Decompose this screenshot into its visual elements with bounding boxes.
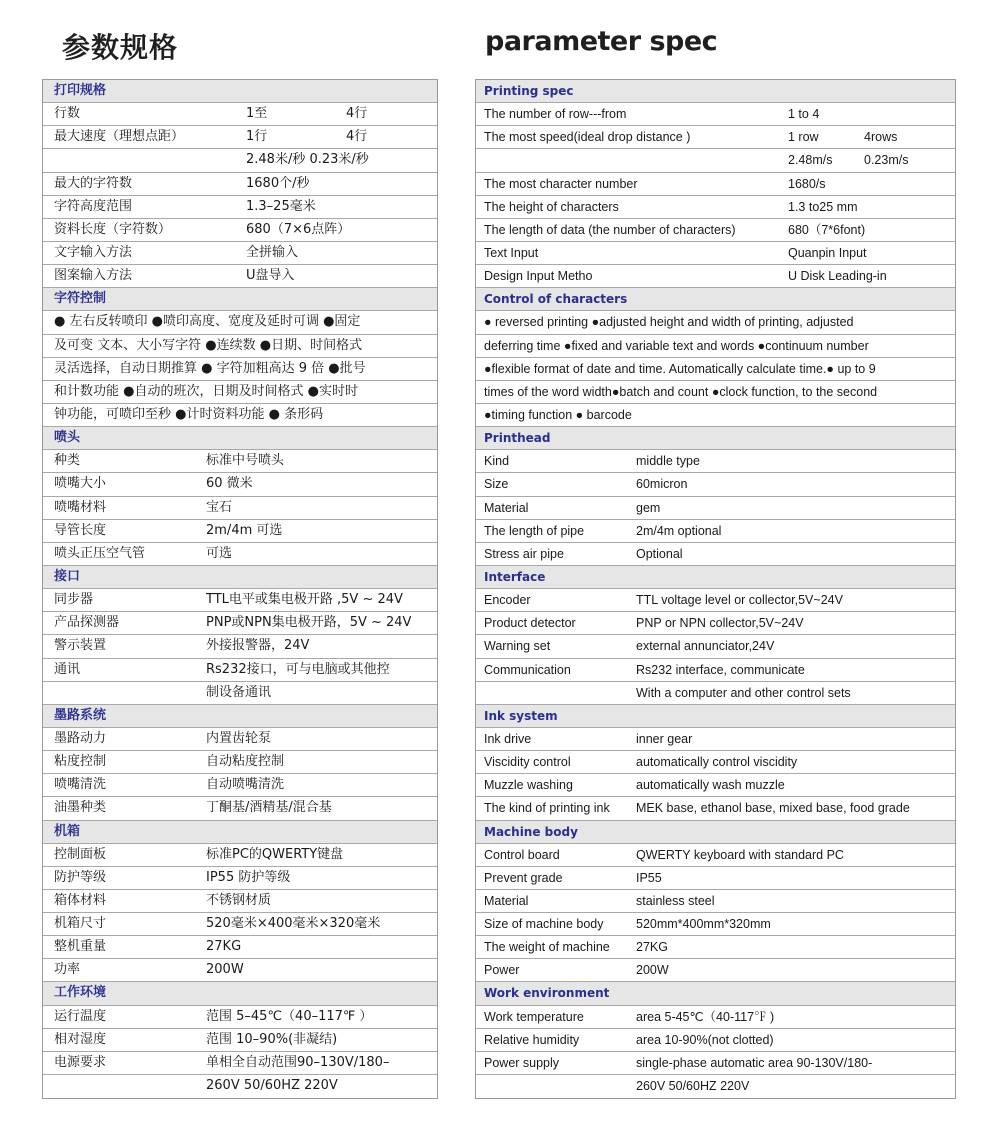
spec-value: middle type (636, 454, 700, 469)
spec-value: 200W (206, 962, 244, 978)
spec-value: With a computer and other control sets (636, 685, 851, 700)
spec-value: 4行 (346, 106, 368, 122)
spec-row (43, 890, 437, 913)
section-title: 接口 (54, 568, 81, 584)
spec-label: Muzzle washing (484, 778, 573, 793)
spec-row (476, 543, 955, 566)
section-header (43, 821, 437, 844)
spec-value: 丁酮基/酒精基/混合基 (206, 800, 332, 816)
spec-label: 油墨种类 (54, 800, 107, 816)
section-title: 机箱 (54, 823, 81, 839)
section-title: Work environment (484, 986, 610, 1001)
feature-text: ●flexible format of date and time. Automatically calculate time.● up to 9 (484, 361, 876, 376)
spec-row (476, 450, 955, 473)
spec-value: 单相全自动范围90–130V/180– (206, 1054, 390, 1070)
spec-label: The number of row---from (484, 107, 627, 122)
feature-line (476, 311, 955, 334)
spec-label: 电源要求 (54, 1054, 107, 1070)
spec-row (476, 103, 955, 126)
feature-line (43, 404, 437, 427)
spec-row (476, 1029, 955, 1052)
spec-label: 整机重量 (54, 939, 107, 955)
section-header (476, 566, 955, 589)
spec-row (43, 473, 437, 496)
spec-row (43, 612, 437, 635)
spec-label: 机箱尺寸 (54, 916, 107, 932)
spec-row (476, 520, 955, 543)
spec-label: Size of machine body (484, 917, 604, 932)
spec-value: gem (636, 500, 661, 515)
section-title: Interface (484, 569, 546, 584)
spec-value: 范围 10–90%(非凝结) (206, 1031, 338, 1047)
spec-value: U盘导入 (246, 268, 295, 284)
section-header (476, 80, 955, 103)
section-header (43, 288, 437, 311)
spec-row (476, 242, 955, 265)
feature-text: times of the word width●batch and count ●clock function, to the second (484, 384, 878, 399)
spec-label: The height of characters (484, 199, 619, 214)
spec-label: 运行温度 (54, 1008, 107, 1024)
spec-value: 200W (636, 963, 669, 978)
spec-value: 260V 50/60HZ 220V (636, 1079, 750, 1094)
spec-label: Power (484, 963, 520, 978)
spec-row (476, 913, 955, 936)
section-header (476, 982, 955, 1005)
spec-value: external annunciator,24V (636, 639, 775, 654)
spec-row (43, 103, 437, 126)
spec-label: Warning set (484, 639, 551, 654)
feature-text: 灵活选择，自动日期推算 ● 字符加粗高达 9 倍 ●批号 (54, 360, 366, 376)
spec-value: IP55 防护等级 (206, 869, 291, 885)
spec-value: 2.48米/秒 0.23米/秒 (246, 152, 369, 168)
spec-value: 60 微米 (206, 476, 253, 492)
spec-value: 60micron (636, 477, 688, 492)
spec-row (476, 936, 955, 959)
spec-label: 警示装置 (54, 638, 107, 654)
feature-line (476, 335, 955, 358)
spec-row (476, 774, 955, 797)
feature-text: ●timing function ● barcode (484, 407, 632, 422)
spec-label: 文字输入方法 (54, 244, 133, 260)
spec-label: The most character number (484, 176, 638, 191)
spec-row (476, 959, 955, 982)
spec-label: Work temperature (484, 1009, 584, 1024)
spec-row (43, 1052, 437, 1075)
section-title: Ink system (484, 708, 558, 723)
spec-row (476, 219, 955, 242)
spec-label: 资料长度（字符数） (54, 221, 172, 237)
spec-value: 2m/4m 可选 (206, 522, 283, 538)
spec-label: Viscidity control (484, 755, 571, 770)
spec-row (43, 844, 437, 867)
section-header (476, 821, 955, 844)
spec-row (43, 219, 437, 242)
spec-row (43, 797, 437, 820)
feature-text: ● reversed printing ●adjusted height and width of printing, adjusted (484, 315, 854, 330)
section-header (43, 427, 437, 450)
spec-value: inner gear (636, 731, 693, 746)
spec-label: 墨路动力 (54, 730, 107, 746)
spec-value: 不锈钢材质 (206, 892, 272, 908)
spec-value: 内置齿轮泵 (206, 730, 272, 746)
spec-label: Power supply (484, 1055, 560, 1070)
spec-value: Rs232 interface, communicate (636, 662, 805, 677)
feature-line (43, 381, 437, 404)
spec-value: 520毫米×400毫米×320毫米 (206, 916, 381, 932)
section-title: 字符控制 (54, 291, 107, 307)
section-title: Machine body (484, 824, 578, 839)
spec-row (476, 890, 955, 913)
section-header (476, 288, 955, 311)
spec-value: single-phase automatic area 90-130V/180- (636, 1055, 873, 1070)
spec-value: 2m/4m optional (636, 523, 722, 538)
spec-label: Product detector (484, 616, 576, 631)
feature-line (43, 358, 437, 381)
spec-row (476, 497, 955, 520)
section-header (43, 80, 437, 103)
spec-value: PNP or NPN collector,5V~24V (636, 616, 804, 631)
spec-row (476, 751, 955, 774)
feature-text: ● 左右反转喷印 ●喷印高度、宽度及延时可调 ●固定 (54, 314, 361, 330)
feature-text: 和计数功能 ●自动的班次，日期及时间格式 ●实时时 (54, 383, 358, 399)
spec-value: TTL voltage level or collector,5V~24V (636, 593, 843, 608)
spec-value: 宝石 (206, 499, 233, 515)
spec-label: 功率 (54, 962, 81, 978)
spec-label: Relative humidity (484, 1032, 580, 1047)
spec-row (43, 589, 437, 612)
spec-row (476, 867, 955, 890)
spec-value: 520mm*400mm*320mm (636, 917, 771, 932)
spec-value: 1 to 4 (788, 107, 820, 122)
spec-value: 范围 5–45℃（40–117℉ ） (206, 1008, 373, 1024)
section-header (43, 566, 437, 589)
spec-row (476, 635, 955, 658)
spec-row (476, 265, 955, 288)
spec-label: 喷头正压空气管 (54, 545, 146, 561)
feature-line (476, 404, 955, 427)
spec-row (43, 149, 437, 172)
spec-value: 自动喷嘴清洗 (206, 777, 285, 793)
spec-row (43, 936, 437, 959)
spec-row (476, 1052, 955, 1075)
spec-label: 同步器 (54, 592, 94, 608)
section-header (43, 705, 437, 728)
spec-value: PNP或NPN集电极开路，5V ~ 24V (206, 615, 412, 631)
spec-row (476, 196, 955, 219)
spec-row (476, 682, 955, 705)
spec-label: 最大的字符数 (54, 175, 133, 191)
spec-row (43, 867, 437, 890)
spec-row (476, 589, 955, 612)
feature-line (476, 358, 955, 381)
spec-label: 种类 (54, 453, 81, 469)
spec-value: 1至 (246, 106, 268, 122)
spec-value: MEK base, ethanol base, mixed base, food grade (636, 801, 910, 816)
spec-value: 1行 (246, 129, 268, 145)
spec-value: 1680个/秒 (246, 175, 310, 191)
spec-row (43, 1029, 437, 1052)
spec-label: 图案输入方法 (54, 268, 133, 284)
section-title: Printhead (484, 431, 551, 446)
section-header (476, 427, 955, 450)
spec-table-english (475, 79, 956, 1099)
spec-value: 680（7*6font) (788, 222, 866, 237)
spec-value: 4rows (864, 130, 898, 145)
spec-label: Control board (484, 847, 560, 862)
section-title: Printing spec (484, 84, 574, 98)
section-title: 墨路系统 (54, 707, 107, 723)
feature-text: deferring time ●fixed and variable text and words ●continuum number (484, 338, 869, 353)
spec-value: 0.23m/s (864, 153, 909, 168)
spec-label: 产品探测器 (54, 615, 120, 631)
spec-value: area 10-90%(not clotted) (636, 1032, 774, 1047)
spec-label: Size (484, 477, 509, 492)
spec-label: 通讯 (54, 661, 81, 677)
spec-row (43, 682, 437, 705)
spec-row (43, 774, 437, 797)
feature-line (43, 335, 437, 358)
spec-label: 行数 (54, 106, 81, 122)
spec-value: 2.48m/s (788, 153, 833, 168)
spec-row (476, 797, 955, 820)
spec-label: Prevent grade (484, 870, 563, 885)
spec-label: The most speed(ideal drop distance ) (484, 130, 691, 145)
section-title: 工作环境 (54, 985, 107, 1001)
spec-value: 1 row (788, 130, 819, 145)
section-title: 喷头 (54, 430, 81, 446)
spec-value: 全拼输入 (246, 244, 299, 260)
spec-value: IP55 (636, 870, 662, 885)
spec-label: Design Input Metho (484, 269, 593, 284)
page-title-chinese: 参数规格 (62, 31, 179, 64)
spec-row (43, 497, 437, 520)
feature-line (43, 311, 437, 334)
spec-row (43, 659, 437, 682)
spec-label: Stress air pipe (484, 546, 564, 561)
section-title: Control of characters (484, 292, 628, 307)
spec-row (476, 173, 955, 196)
spec-row (43, 126, 437, 149)
spec-label: 导管长度 (54, 522, 107, 538)
spec-value: 可选 (206, 545, 233, 561)
spec-row (476, 1006, 955, 1029)
spec-row (476, 659, 955, 682)
spec-label: Communication (484, 662, 571, 677)
spec-value: Quanpin Input (788, 245, 867, 260)
spec-value: 27KG (206, 939, 242, 955)
spec-value: stainless steel (636, 893, 715, 908)
feature-line (476, 381, 955, 404)
spec-value: automatically wash muzzle (636, 778, 785, 793)
spec-label: Material (484, 500, 529, 515)
spec-row (43, 242, 437, 265)
spec-row (476, 728, 955, 751)
spec-label: 防护等级 (54, 869, 107, 885)
spec-label: 相对湿度 (54, 1031, 107, 1047)
spec-label: The kind of printing ink (484, 801, 610, 816)
spec-row (43, 728, 437, 751)
spec-value: Optional (636, 546, 683, 561)
spec-value: Rs232接口，可与电脑或其他控 (206, 661, 390, 677)
spec-row (43, 635, 437, 658)
spec-label: 粘度控制 (54, 754, 107, 770)
spec-row (476, 473, 955, 496)
spec-label: Encoder (484, 593, 531, 608)
spec-value: 680（7×6点阵） (246, 221, 351, 237)
spec-value: 1.3 to25 mm (788, 199, 858, 214)
spec-label: Text Input (484, 245, 539, 260)
page-title-english: parameter spec (485, 26, 718, 57)
spec-row (43, 1006, 437, 1029)
spec-value: 27KG (636, 940, 668, 955)
section-header (43, 982, 437, 1005)
feature-text: 钟功能，可喷印至秒 ●计时资料功能 ● 条形码 (54, 406, 324, 422)
spec-value: U Disk Leading-in (788, 269, 887, 284)
spec-row (43, 196, 437, 219)
spec-label: 喷嘴材料 (54, 499, 107, 515)
spec-label: 控制面板 (54, 846, 107, 862)
spec-value: 260V 50/60HZ 220V (206, 1078, 338, 1094)
spec-row (43, 913, 437, 936)
spec-row (43, 751, 437, 774)
spec-value: automatically control viscidity (636, 755, 798, 770)
spec-value: 自动粘度控制 (206, 754, 285, 770)
spec-value: 标准PC的QWERTY键盘 (206, 846, 344, 862)
spec-value: TTL电平或集电极开路 ,5V ~ 24V (206, 592, 403, 608)
spec-label: The weight of machine (484, 940, 610, 955)
spec-value: area 5-45℃（40-117℉ ) (636, 1009, 775, 1024)
spec-value: 外接报警器，24V (206, 638, 310, 654)
spec-value: 4行 (346, 129, 368, 145)
spec-row (43, 265, 437, 288)
spec-label: The length of pipe (484, 523, 585, 538)
spec-row (476, 126, 955, 149)
spec-row (43, 520, 437, 543)
spec-row (476, 1075, 955, 1098)
spec-row (476, 612, 955, 635)
spec-label: 字符高度范围 (54, 198, 133, 214)
spec-row (476, 844, 955, 867)
spec-label: Ink drive (484, 731, 532, 746)
spec-row (43, 959, 437, 982)
spec-value: 1.3–25毫米 (246, 198, 316, 214)
section-title: 打印规格 (54, 83, 107, 98)
spec-value: 制设备通讯 (206, 684, 272, 700)
feature-text: 及可变 文本、大小写字符 ●连续数 ●日期、时间格式 (54, 337, 363, 353)
spec-label: Material (484, 893, 529, 908)
spec-value: 标准中号喷头 (206, 453, 285, 469)
spec-value: 1680/s (788, 176, 826, 191)
spec-row (43, 450, 437, 473)
spec-value: QWERTY keyboard with standard PC (636, 847, 844, 862)
spec-label: Kind (484, 454, 510, 469)
spec-row (43, 543, 437, 566)
spec-label: The length of data (the number of characters) (484, 222, 736, 237)
spec-label: 最大速度（理想点距） (54, 129, 185, 145)
spec-label: 喷嘴清洗 (54, 777, 107, 793)
spec-table-chinese (42, 79, 438, 1099)
spec-row (476, 149, 955, 172)
spec-label: 箱体材料 (54, 892, 107, 908)
spec-label: 喷嘴大小 (54, 476, 107, 492)
spec-row (43, 1075, 437, 1098)
section-header (476, 705, 955, 728)
spec-row (43, 173, 437, 196)
